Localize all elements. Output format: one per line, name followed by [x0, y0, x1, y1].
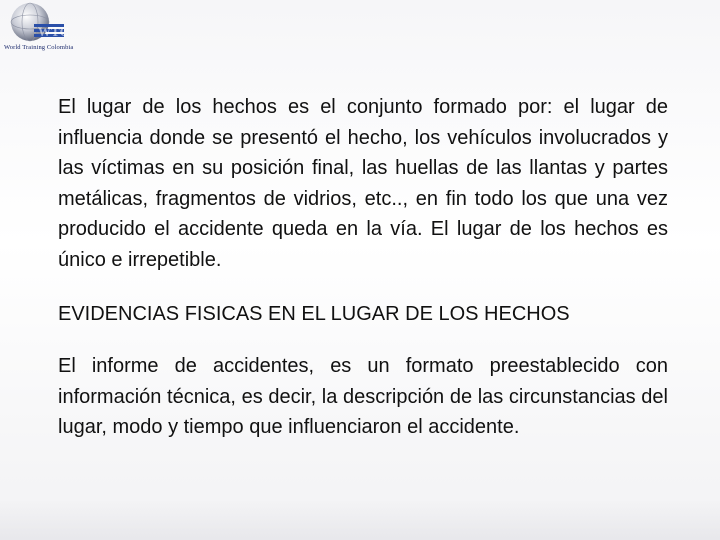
- section-heading: EVIDENCIAS FISICAS EN EL LUGAR DE LOS HECHOS: [58, 303, 570, 325]
- company-logo: [4, 2, 94, 56]
- logo-mark: WTC: [38, 24, 70, 39]
- logo-caption: World Training Colombia: [4, 44, 74, 51]
- globe-logo-icon: [4, 2, 74, 46]
- paragraph-lugar-de-los-hechos: El lugar de los hechos es el conjunto formado por: el lugar de influencia donde se presentó el hecho, los vehículos involucrados y las víctimas en su posición final, las huellas de las llantas y partes metálicas, fragmentos de vidrios, etc.., en fin todo los que una vez producido el accidente queda en la vía. El lugar de los hechos es único e irrepetible.: [58, 96, 668, 271]
- slide-footer-shade: [0, 500, 720, 540]
- slide-content: [58, 92, 668, 443]
- paragraph-informe-de-accidentes: El informe de accidentes, es un formato preestablecido con información técnica, es decir, la descripción de las circunstancias del lugar, modo y tiempo que influenciaron el accidente.: [58, 355, 668, 438]
